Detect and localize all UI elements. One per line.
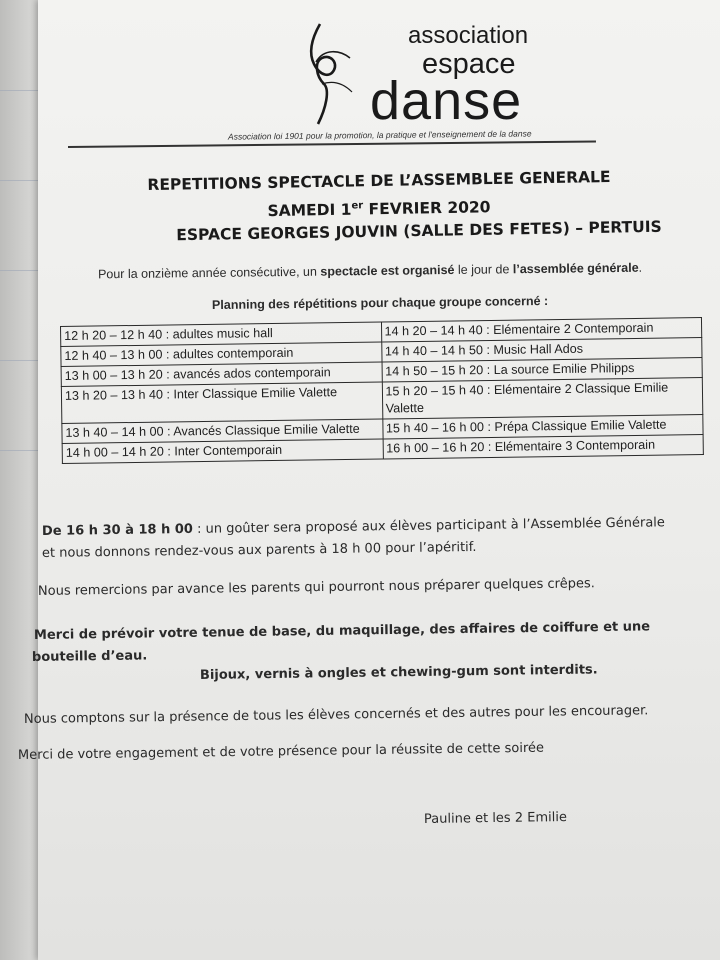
equipment-paragraph-line-2: bouteille d’eau. xyxy=(31,648,148,665)
logo-word-association: association xyxy=(408,22,529,49)
logo-word-espace: espace xyxy=(422,48,516,80)
schedule-cell: 13 h 40 – 14 h 00 : Avancés Classique Emilie Valette xyxy=(62,419,383,443)
logo-word-danse: danse xyxy=(370,71,523,131)
title-line-1: REPETITIONS SPECTACLE DE L’ASSEMBLEE GENERALE xyxy=(147,167,611,195)
schedule-cell: 14 h 40 – 14 h 50 : Music Hall Ados xyxy=(381,338,702,362)
gouter-paragraph: De 16 h 30 à 18 h 00 : un goûter sera proposé aux élèves participant à l’Assemblée Générale xyxy=(41,515,665,539)
association-logo xyxy=(300,18,570,130)
equipment-paragraph-line-1: Merci de prévoir votre tenue de base, du maquillage, des affaires de coiffure et une xyxy=(33,619,651,643)
crepes-paragraph: Nous remercions par avance les parents qui pourront nous préparer quelques crêpes. xyxy=(37,576,595,599)
signature: Pauline et les 2 Emilie xyxy=(423,810,568,827)
forbidden-items-notice: Bijoux, vernis à ongles et chewing-gum sont interdits. xyxy=(199,662,598,683)
schedule-cell: 12 h 20 – 12 h 40 : adultes music hall xyxy=(61,322,382,346)
gouter-paragraph-line-2: et nous donnons rendez-vous aux parents à 18 h 00 pour l’apéritif. xyxy=(41,539,477,561)
rehearsal-schedule-table xyxy=(60,317,704,464)
dancer-icon xyxy=(300,18,370,130)
schedule-cell: 13 h 00 – 13 h 20 : avancés ados contemporain xyxy=(61,362,382,386)
schedule-cell: 15 h 20 – 15 h 40 : Elémentaire 2 Classique Emilie Valette xyxy=(382,378,703,419)
schedule-cell: 14 h 20 – 14 h 40 : Elémentaire 2 Contemporain xyxy=(381,318,702,342)
header-divider xyxy=(68,140,596,148)
title-line-2: SAMEDI 1er FEVRIER 2020 xyxy=(267,198,491,221)
schedule-cell: 16 h 00 – 16 h 20 : Elémentaire 3 Contemporain xyxy=(383,435,704,459)
schedule-cell: 15 h 40 – 16 h 00 : Prépa Classique Emilie Valette xyxy=(382,415,703,439)
paper-sheet xyxy=(17,0,720,960)
intro-paragraph: Pour la onzième année consécutive, un spectacle est organisé le jour de l’assemblée générale. xyxy=(97,260,643,282)
schedule-cell: 12 h 40 – 13 h 00 : adultes contemporain xyxy=(61,342,382,366)
planning-heading: Planning des répétitions pour chaque groupe concerné : xyxy=(211,293,549,313)
tagline: Association loi 1901 pour la promotion, la pratique et l'enseignement de la danse xyxy=(227,128,532,142)
schedule-cell: 14 h 00 – 14 h 20 : Inter Contemporain xyxy=(62,439,383,463)
thanks-paragraph: Merci de votre engagement et de votre présence pour la réussite de cette soirée xyxy=(17,740,545,763)
schedule-cell: 14 h 50 – 15 h 20 : La source Emilie Philipps xyxy=(382,358,703,382)
title-line-3: ESPACE GEORGES JOUVIN (SALLE DES FETES) – PERTUIS xyxy=(176,217,662,245)
attendance-paragraph: Nous comptons sur la présence de tous les élèves concernés et des autres pour les encourager. xyxy=(23,703,649,727)
schedule-cell: 13 h 20 – 13 h 40 : Inter Classique Emilie Valette xyxy=(61,382,382,423)
